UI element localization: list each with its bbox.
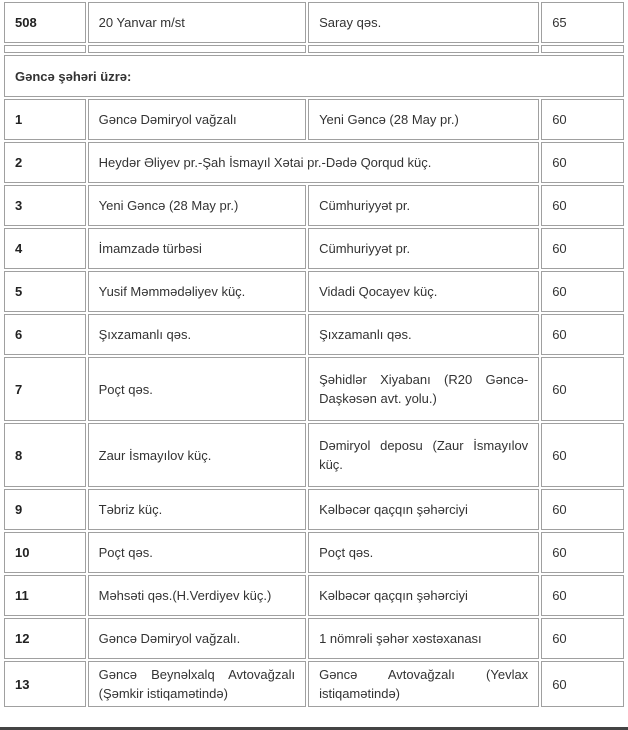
- route-from-cell: Heydər Əliyev pr.-Şah İsmayıl Xətai pr.-Dədə Qorqud küç.: [88, 142, 540, 183]
- route-number-cell: 2: [4, 142, 86, 183]
- route-number-cell: 5: [4, 271, 86, 312]
- route-number-cell: [4, 45, 86, 53]
- section-title: Gəncə şəhəri üzrə:: [4, 55, 624, 97]
- route-interval-cell: 60: [541, 314, 624, 355]
- route-from-cell: Zaur İsmayılov küç.: [88, 423, 306, 487]
- route-interval-cell: 60: [541, 271, 624, 312]
- route-number-cell: 6: [4, 314, 86, 355]
- route-to-cell: Dəmiryol deposu (Zaur İsmayılov küç.: [308, 423, 539, 487]
- route-from-cell: Poçt qəs.: [88, 357, 306, 421]
- route-to-cell: 1 nömrəli şəhər xəstəxanası: [308, 618, 539, 659]
- table-row: [4, 618, 624, 659]
- table-row: [4, 575, 624, 616]
- route-interval-cell: 60: [541, 185, 624, 226]
- route-to-cell: Kəlbəcər qaçqın şəhərciyi: [308, 489, 539, 530]
- table-row: [4, 2, 624, 43]
- route-interval-cell: 60: [541, 142, 624, 183]
- route-to-cell: Şıxzamanlı qəs.: [308, 314, 539, 355]
- table-row: [4, 142, 624, 183]
- route-interval-cell: 60: [541, 661, 624, 707]
- route-interval-cell: 60: [541, 618, 624, 659]
- route-number-cell: 13: [4, 661, 86, 707]
- route-interval-cell: 60: [541, 228, 624, 269]
- route-to-cell: Yeni Gəncə (28 May pr.): [308, 99, 539, 140]
- table-row: [4, 99, 624, 140]
- route-from-cell: 20 Yanvar m/st: [88, 2, 306, 43]
- table-row: [4, 423, 624, 487]
- route-number-cell: 9: [4, 489, 86, 530]
- table-row: [4, 185, 624, 226]
- route-to-cell: Poçt qəs.: [308, 532, 539, 573]
- route-number-cell: 1: [4, 99, 86, 140]
- route-number-cell: 8: [4, 423, 86, 487]
- route-from-cell: İmamzadə türbəsi: [88, 228, 306, 269]
- route-from-cell: Gəncə Dəmiryol vağzalı: [88, 99, 306, 140]
- route-from-cell: Poçt qəs.: [88, 532, 306, 573]
- table-row: [4, 314, 624, 355]
- section-header-row: [4, 55, 624, 97]
- table-row: [4, 271, 624, 312]
- route-to-cell: Gəncə Avtovağzalı (Yevlax istiqamətində): [308, 661, 539, 707]
- route-interval-cell: 60: [541, 99, 624, 140]
- route-interval-cell: 65: [541, 2, 624, 43]
- route-to-cell: Şəhidlər Xiyabanı (R20 Gəncə-Daşkəsən avt. yolu.): [308, 357, 539, 421]
- route-from-cell: Məhsəti qəs.(H.Verdiyev küç.): [88, 575, 306, 616]
- route-number-cell: 11: [4, 575, 86, 616]
- route-number-cell: 7: [4, 357, 86, 421]
- route-from-cell: Gəncə Dəmiryol vağzalı.: [88, 618, 306, 659]
- route-to-cell: [308, 45, 539, 53]
- route-number-cell: 10: [4, 532, 86, 573]
- route-from-cell: Şıxzamanlı qəs.: [88, 314, 306, 355]
- route-interval-cell: [541, 45, 624, 53]
- route-number-cell: 4: [4, 228, 86, 269]
- route-interval-cell: 60: [541, 357, 624, 421]
- table-row: [4, 357, 624, 421]
- route-to-cell: Vidadi Qocayev küç.: [308, 271, 539, 312]
- route-interval-cell: 60: [541, 423, 624, 487]
- route-number-cell: 12: [4, 618, 86, 659]
- route-number-cell: 3: [4, 185, 86, 226]
- route-from-cell: [88, 45, 306, 53]
- route-from-cell: Yeni Gəncə (28 May pr.): [88, 185, 306, 226]
- route-interval-cell: 60: [541, 489, 624, 530]
- route-interval-cell: 60: [541, 575, 624, 616]
- route-to-cell: Cümhuriyyət pr.: [308, 185, 539, 226]
- table-row: [4, 489, 624, 530]
- table-row: [4, 45, 624, 53]
- route-to-cell: Kəlbəcər qaçqın şəhərciyi: [308, 575, 539, 616]
- route-from-cell: Gəncə Beynəlxalq Avtovağzalı (Şəmkir istiqamətində): [88, 661, 306, 707]
- route-table: [2, 0, 626, 709]
- route-interval-cell: 60: [541, 532, 624, 573]
- route-from-cell: Yusif Məmmədəliyev küç.: [88, 271, 306, 312]
- table-row: [4, 228, 624, 269]
- route-to-cell: Cümhuriyyət pr.: [308, 228, 539, 269]
- table-row: [4, 661, 624, 707]
- route-from-cell: Təbriz küç.: [88, 489, 306, 530]
- table-row: [4, 532, 624, 573]
- route-to-cell: Saray qəs.: [308, 2, 539, 43]
- route-number-cell: 508: [4, 2, 86, 43]
